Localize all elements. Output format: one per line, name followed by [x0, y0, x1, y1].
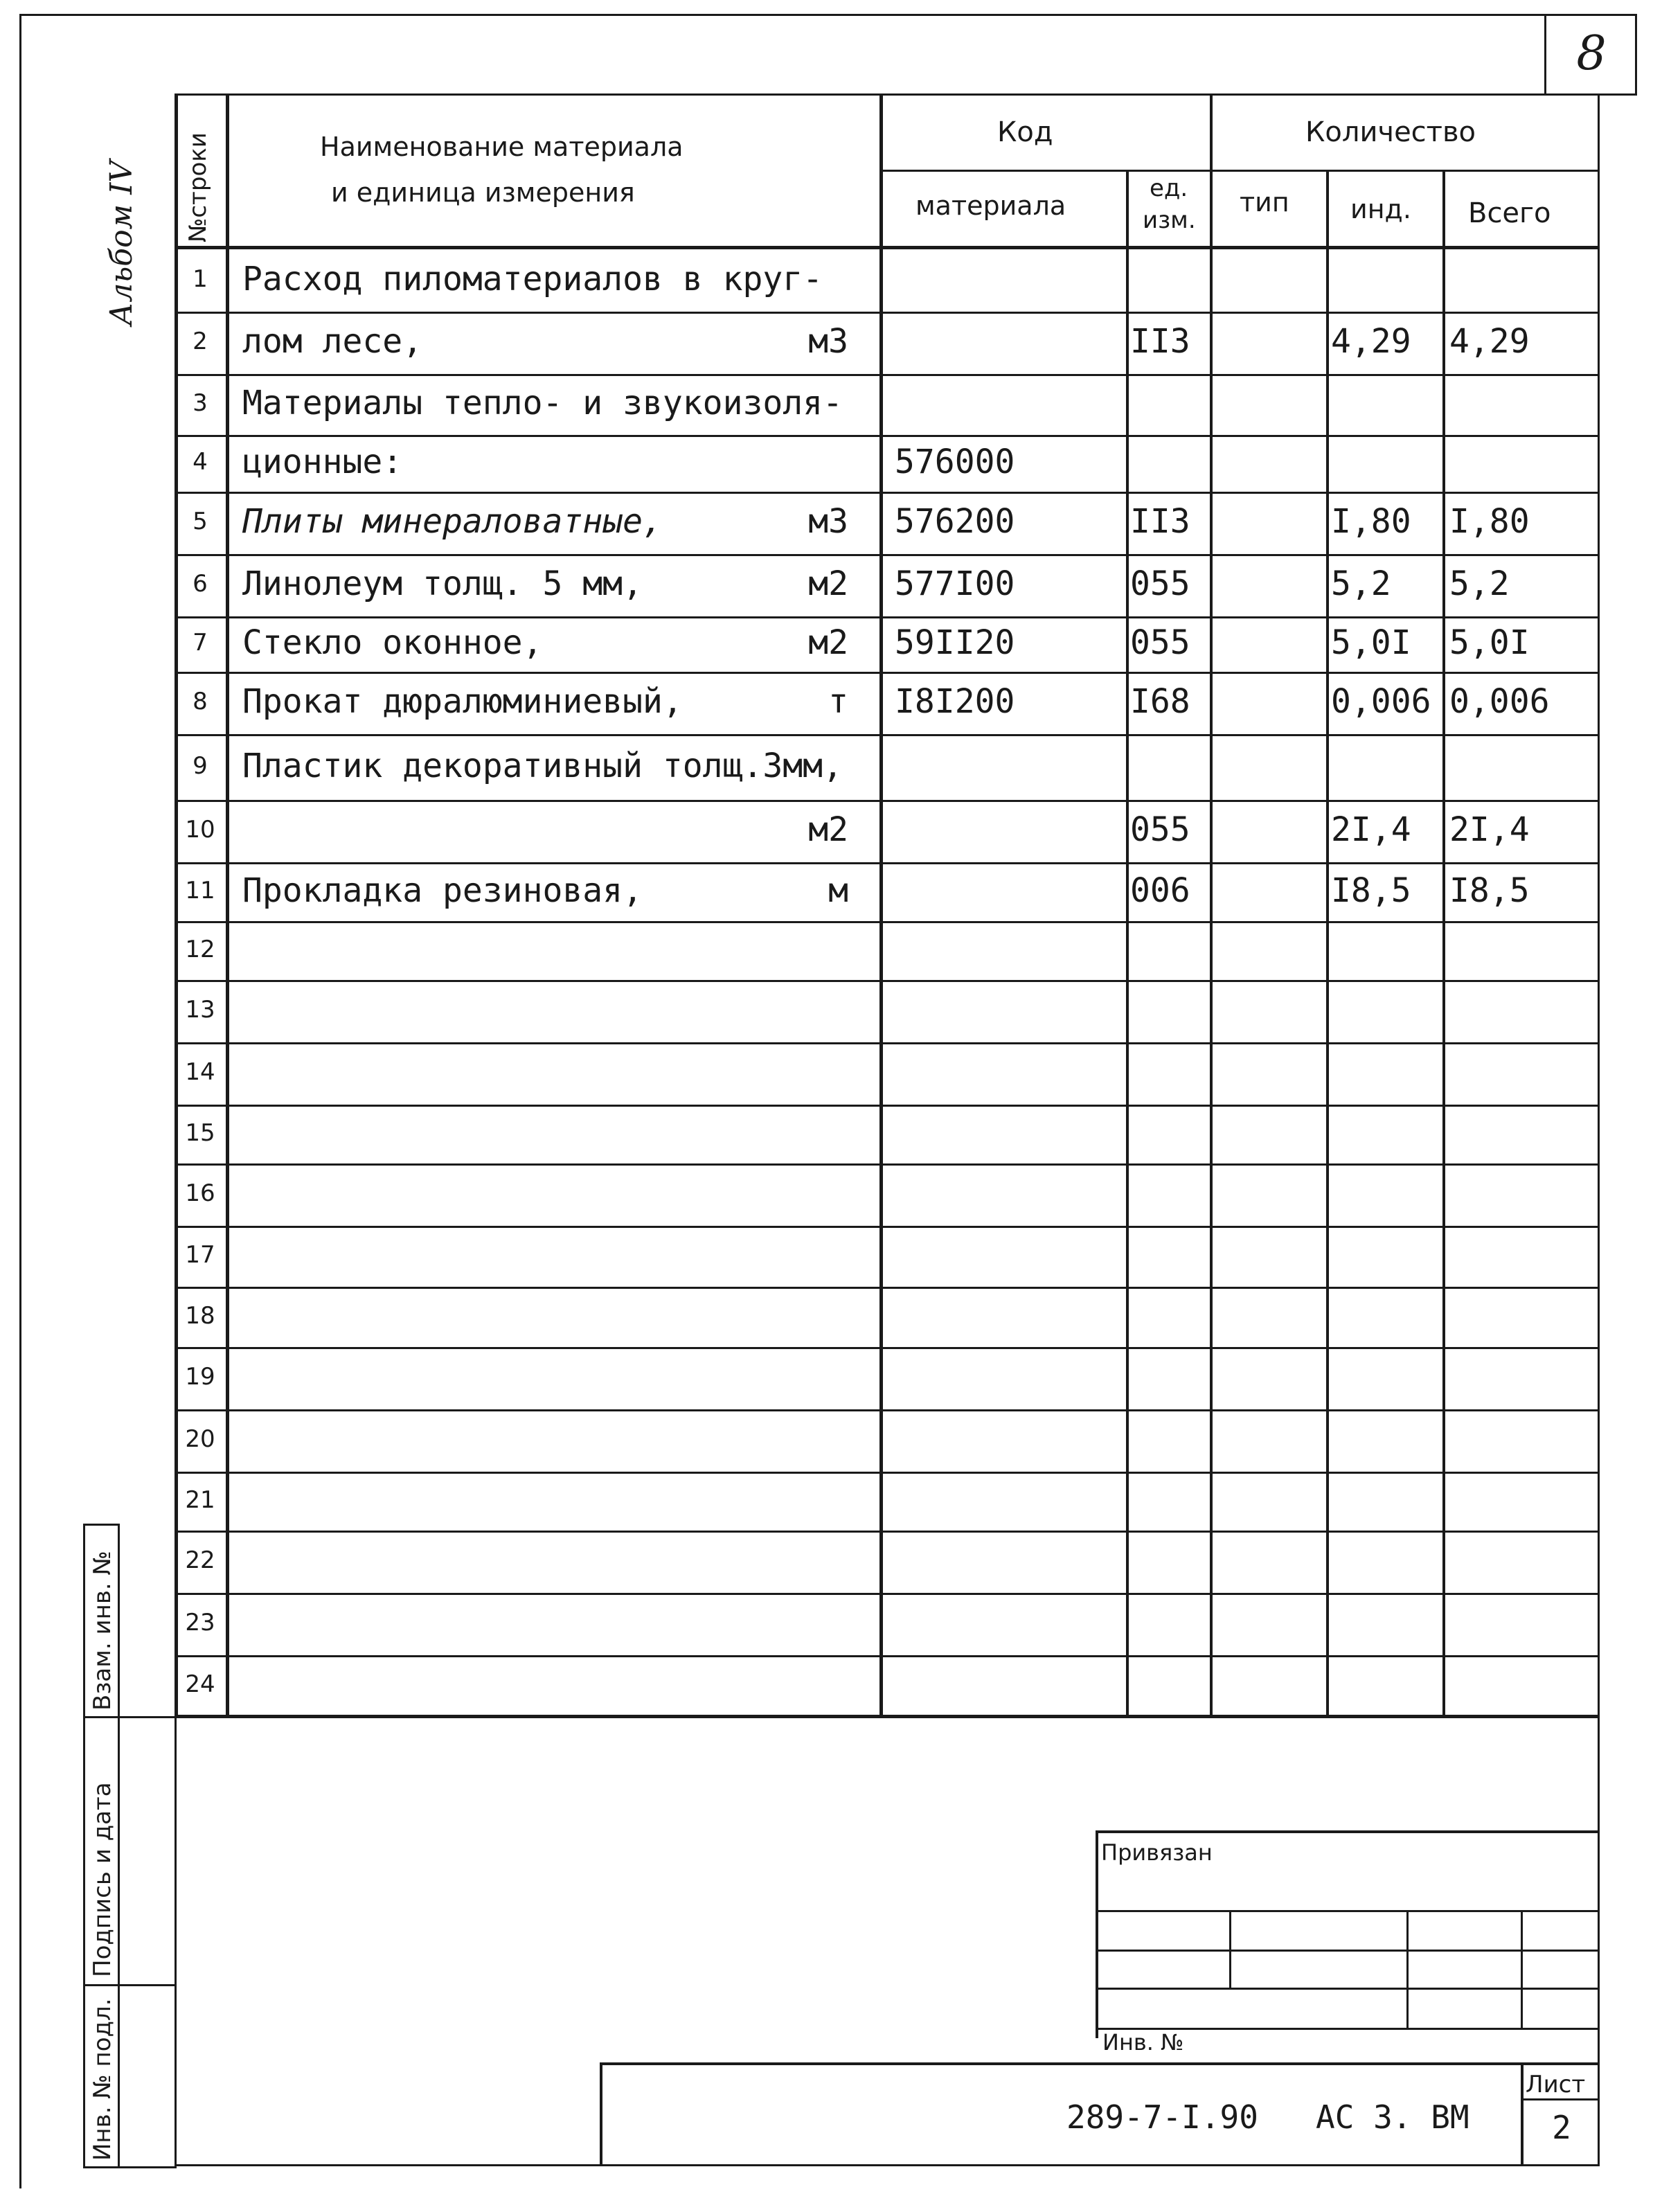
header-top-line [175, 93, 1600, 96]
unit: м3 [808, 502, 848, 541]
table-row [0, 921, 1662, 980]
table-row [0, 374, 1662, 435]
privyazan-col-line3 [1521, 1910, 1523, 2029]
sheet-label: Лист [1526, 2071, 1586, 2098]
qty-total: 5,2 [1449, 564, 1510, 603]
unit: м2 [808, 810, 848, 849]
row-number: 9 [193, 752, 208, 780]
qty-individual: I,80 [1331, 502, 1411, 541]
row-number: 20 [185, 1425, 215, 1453]
qty-individual: 4,29 [1331, 322, 1411, 361]
side-stamp-div2 [83, 1984, 177, 1986]
table-row [0, 1655, 1662, 1716]
table-row [0, 1042, 1662, 1105]
row-number: 11 [185, 877, 215, 904]
unit-code: II3 [1130, 502, 1190, 541]
table-row [0, 1105, 1662, 1163]
material-code: 59II20 [895, 623, 1015, 662]
frame-top-line [19, 14, 1637, 16]
qty-total: 2I,4 [1449, 810, 1530, 849]
header-name-line2: и единица измерения [331, 177, 635, 208]
material-name: Линолеум толщ. 5 мм, [242, 564, 643, 603]
material-name: Плиты минераловатные, [242, 502, 663, 541]
privyazan-left-line [1096, 1830, 1098, 2038]
row-number: 17 [185, 1241, 215, 1269]
table-row [0, 734, 1662, 800]
side-stamp-podpis-data: Подпись и дата [89, 1782, 116, 1977]
designation-top-line [600, 2062, 1600, 2065]
sheet-number-box-left [1544, 14, 1546, 96]
material-code: I8I200 [895, 682, 1015, 721]
qty-total: I8,5 [1449, 871, 1530, 910]
inv-no-label: Инв. № [1102, 2029, 1184, 2055]
material-code: 576000 [895, 443, 1015, 481]
unit-code: 055 [1130, 623, 1190, 662]
unit: м [828, 871, 848, 910]
header-name-line1: Наименование материала [320, 132, 683, 162]
material-name: ционные: [242, 443, 403, 481]
material-name: Пластик декоративный толщ.3мм, [242, 747, 843, 785]
material-code: 577I00 [895, 564, 1015, 603]
sheet-number: 8 [1576, 26, 1607, 81]
header-mid-line [879, 170, 1600, 172]
document-designation: 289-7-I.90 АС 3. ВМ [1066, 2098, 1469, 2136]
table-row [0, 616, 1662, 672]
privyazan-row-line2 [1096, 1950, 1600, 1952]
row-number: 14 [185, 1058, 215, 1086]
privyazan-row-line1 [1096, 1910, 1600, 1912]
row-number: 7 [193, 629, 208, 657]
unit-code: 055 [1130, 810, 1190, 849]
table-row [0, 1409, 1662, 1472]
table-row [0, 1226, 1662, 1287]
header-code: Код [997, 116, 1053, 148]
table-row [0, 1593, 1662, 1655]
side-stamp-inv-podl: Инв. № подл. [89, 1998, 116, 2161]
row-number: 2 [193, 328, 208, 355]
row-number: 21 [185, 1486, 215, 1514]
title-left-divider [175, 1716, 177, 2166]
row-number: 3 [193, 389, 208, 417]
table-row [0, 980, 1662, 1042]
qty-total: 5,0I [1449, 623, 1530, 662]
header-qty-total: Всего [1468, 197, 1551, 229]
header-code-unit-line1: ед. [1150, 175, 1188, 202]
unit-code: II3 [1130, 322, 1190, 361]
material-name: Расход пиломатериалов в круг- [242, 260, 823, 298]
unit: т [828, 682, 848, 721]
table-row [0, 554, 1662, 616]
material-name: Прокладка резиновая, [242, 871, 643, 910]
unit: м2 [808, 564, 848, 603]
material-name: Материалы тепло- и звукоизоля- [242, 384, 843, 422]
row-number: 24 [185, 1670, 215, 1698]
qty-total: I,80 [1449, 502, 1530, 541]
row-number: 5 [193, 508, 208, 535]
row-number: 6 [193, 570, 208, 598]
album-note: Альбом IV [104, 160, 139, 325]
side-stamp-right-line [118, 1524, 120, 2168]
sheet-value: 2 [1552, 2109, 1571, 2146]
table-row [0, 862, 1662, 921]
table-row [0, 1531, 1662, 1593]
unit-code: 055 [1130, 564, 1190, 603]
frame-right-line [1635, 14, 1637, 96]
table-row [0, 1163, 1662, 1226]
row-number: 15 [185, 1119, 215, 1147]
qty-total: 0,006 [1449, 682, 1550, 721]
table-row [0, 435, 1662, 492]
side-stamp-bottom-line [83, 2166, 177, 2168]
row-number: 22 [185, 1546, 215, 1574]
privyazan-row-line3 [1096, 1988, 1600, 1990]
designation-left-line [600, 2062, 602, 2166]
table-row [0, 672, 1662, 734]
qty-individual: 5,0I [1331, 623, 1411, 662]
side-stamp-div1 [83, 1716, 177, 1718]
header-qty-type: тип [1240, 187, 1289, 217]
row-number: 19 [185, 1363, 215, 1391]
header-code-unit-line2: изм. [1143, 206, 1196, 234]
unit: м3 [808, 322, 848, 361]
row-number: 23 [185, 1609, 215, 1636]
header-quantity: Количество [1305, 116, 1476, 148]
table-row [0, 1347, 1662, 1409]
table-row [0, 249, 1662, 312]
privyazan-col-line2 [1406, 1910, 1409, 2029]
privyazan-label: Привязан [1101, 1839, 1213, 1866]
row-number: 16 [185, 1179, 215, 1207]
sheet-box-mid-line [1521, 2098, 1600, 2100]
header-code-material: материала [915, 190, 1066, 221]
privyazan-top-line [1096, 1830, 1600, 1833]
side-stamp-left-line [83, 1524, 85, 2168]
side-stamp-top-line [83, 1524, 118, 1526]
unit: м2 [808, 623, 848, 662]
row-number: 4 [193, 448, 208, 476]
privyazan-col-line1 [1229, 1910, 1231, 1990]
side-stamp-vzam-inv: Взам. инв. № [89, 1551, 116, 1711]
header-row-number: №строки [184, 132, 212, 242]
unit-code: 006 [1130, 871, 1190, 910]
material-name: лом лесе, [242, 322, 423, 361]
row-number: 12 [185, 936, 215, 963]
header-qty-ind: инд. [1350, 194, 1411, 224]
row-number: 13 [185, 996, 215, 1024]
material-code: 576200 [895, 502, 1015, 541]
table-row [0, 800, 1662, 862]
title-bottom-line [175, 2164, 1600, 2166]
table-row [0, 312, 1662, 374]
table-row [0, 1287, 1662, 1347]
qty-individual: 0,006 [1331, 682, 1431, 721]
qty-individual: I8,5 [1331, 871, 1411, 910]
unit-code: I68 [1130, 682, 1190, 721]
row-number: 1 [193, 265, 208, 293]
table-row [0, 492, 1662, 554]
material-name: Прокат дюралюминиевый, [242, 682, 683, 721]
qty-total: 4,29 [1449, 322, 1530, 361]
row-number: 10 [185, 816, 215, 844]
row-number: 8 [193, 688, 208, 715]
row-number: 18 [185, 1302, 215, 1330]
qty-individual: 2I,4 [1331, 810, 1411, 849]
material-name: Стекло оконное, [242, 623, 543, 662]
qty-individual: 5,2 [1331, 564, 1391, 603]
table-row [0, 1472, 1662, 1531]
